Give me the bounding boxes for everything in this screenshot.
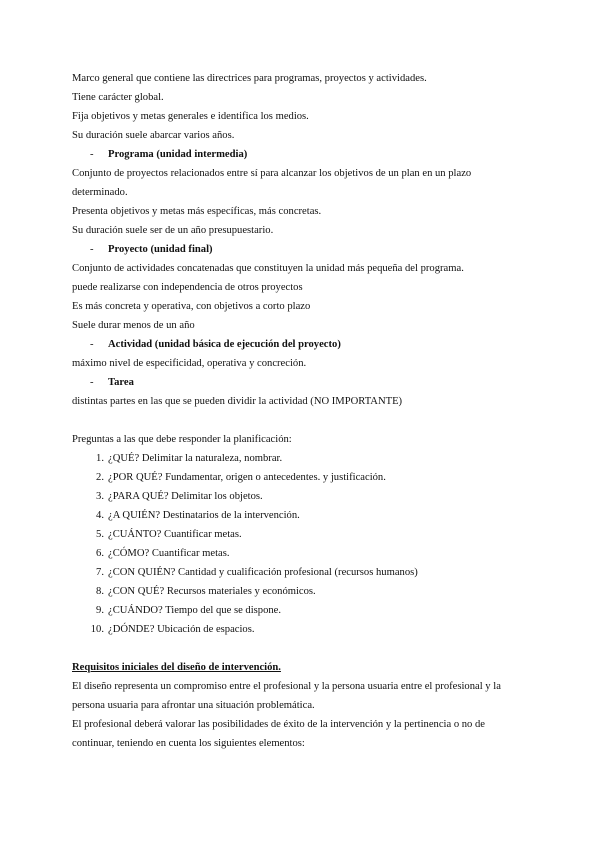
proyecto-line: Conjunto de actividades concatenadas que constituyen la unidad más pequeña del programa. bbox=[72, 263, 464, 274]
list-text: ¿A QUIÉN? Destinatarios de la intervención. bbox=[108, 510, 300, 521]
programa-line: Su duración suele ser de un año presupuestario. bbox=[72, 225, 274, 236]
blank-line bbox=[72, 639, 528, 658]
list-number: 7. bbox=[96, 567, 104, 578]
list-text: ¿PARA QUÉ? Delimitar los objetos. bbox=[108, 491, 263, 502]
list-item bbox=[72, 620, 528, 639]
bullet-dash: - bbox=[90, 339, 94, 350]
intro-line: Su duración suele abarcar varios años. bbox=[72, 130, 235, 141]
intro-line: Fija objetivos y metas generales e identifica los medios. bbox=[72, 111, 309, 122]
requisitos-line: continuar, teniendo en cuenta los siguientes elementos: bbox=[72, 738, 305, 749]
proyecto-line: Suele durar menos de un año bbox=[72, 320, 195, 331]
preguntas-intro: Preguntas a las que debe responder la planificación: bbox=[72, 434, 292, 445]
list-number: 5. bbox=[96, 529, 104, 540]
requisitos-heading: Requisitos iniciales del diseño de intervención. bbox=[72, 662, 281, 673]
list-text: ¿CÓMO? Cuantificar metas. bbox=[108, 548, 230, 559]
bullet-dash: - bbox=[90, 377, 94, 388]
list-item bbox=[72, 525, 528, 544]
programa-line: Conjunto de proyectos relacionados entre sí para alcanzar los objetivos de un plan en un plazo bbox=[72, 168, 472, 179]
requisitos-line: persona usuaria para afrontar una situación problemática. bbox=[72, 700, 315, 711]
proyecto-line: puede realizarse con independencia de otros proyectos bbox=[72, 282, 303, 293]
bullet-dash: - bbox=[90, 149, 94, 160]
list-number: 3. bbox=[96, 491, 104, 502]
intro-line: Marco general que contiene las directrices para programas, proyectos y actividades. bbox=[72, 73, 427, 84]
list-item bbox=[72, 468, 528, 487]
list-text: ¿QUÉ? Delimitar la naturaleza, nombrar. bbox=[108, 453, 283, 464]
list-text: ¿CUÁNTO? Cuantificar metas. bbox=[108, 529, 242, 540]
proyecto-title: Proyecto (unidad final) bbox=[108, 244, 213, 255]
list-number: 2. bbox=[96, 472, 104, 483]
list-number: 9. bbox=[96, 605, 104, 616]
list-number: 1. bbox=[96, 453, 104, 464]
list-text: ¿POR QUÉ? Fundamentar, origen o antecedentes. y justificación. bbox=[108, 472, 386, 483]
list-item bbox=[72, 487, 528, 506]
list-item bbox=[72, 563, 528, 582]
list-text: ¿CUÁNDO? Tiempo del que se dispone. bbox=[108, 605, 282, 616]
list-number: 6. bbox=[96, 548, 104, 559]
list-text: ¿CON QUÉ? Recursos materiales y económicos. bbox=[108, 586, 316, 597]
bullet-proyecto bbox=[72, 240, 528, 259]
actividad-line: máximo nivel de especificidad, operativa y concreción. bbox=[72, 358, 307, 369]
preguntas-list bbox=[72, 449, 528, 639]
tarea-line: distintas partes en las que se pueden dividir la actividad (NO IMPORTANTE) bbox=[72, 396, 403, 407]
list-number: 10. bbox=[90, 624, 104, 635]
list-item bbox=[72, 544, 528, 563]
list-item bbox=[72, 506, 528, 525]
intro-line: Tiene carácter global. bbox=[72, 92, 164, 103]
list-number: 4. bbox=[96, 510, 104, 521]
tarea-title: Tarea bbox=[108, 377, 134, 388]
bullet-actividad bbox=[72, 335, 528, 354]
programa-title: Programa (unidad intermedia) bbox=[108, 149, 248, 160]
bullet-programa bbox=[72, 145, 528, 164]
document-body bbox=[72, 69, 528, 753]
list-item bbox=[72, 601, 528, 620]
list-item bbox=[72, 449, 528, 468]
list-text: ¿DÓNDE? Ubicación de espacios. bbox=[108, 624, 255, 635]
actividad-title: Actividad (unidad básica de ejecución del proyecto) bbox=[108, 339, 341, 350]
list-number: 8. bbox=[96, 586, 104, 597]
programa-line: determinado. bbox=[72, 187, 128, 198]
list-text: ¿CON QUIÉN? Cantidad y cualificación profesional (recursos humanos) bbox=[108, 567, 418, 578]
programa-line: Presenta objetivos y metas más específicas, más concretas. bbox=[72, 206, 322, 217]
list-item bbox=[72, 582, 528, 601]
requisitos-line: El diseño representa un compromiso entre el profesional y la persona usuaria entre el profesional y la bbox=[72, 681, 501, 692]
proyecto-line: Es más concreta y operativa, con objetivos a corto plazo bbox=[72, 301, 311, 312]
requisitos-line: El profesional deberá valorar las posibilidades de éxito de la intervención y la pertinencia o no de bbox=[72, 719, 486, 730]
bullet-tarea bbox=[72, 373, 528, 392]
blank-line bbox=[72, 411, 528, 430]
bullet-dash: - bbox=[90, 244, 94, 255]
